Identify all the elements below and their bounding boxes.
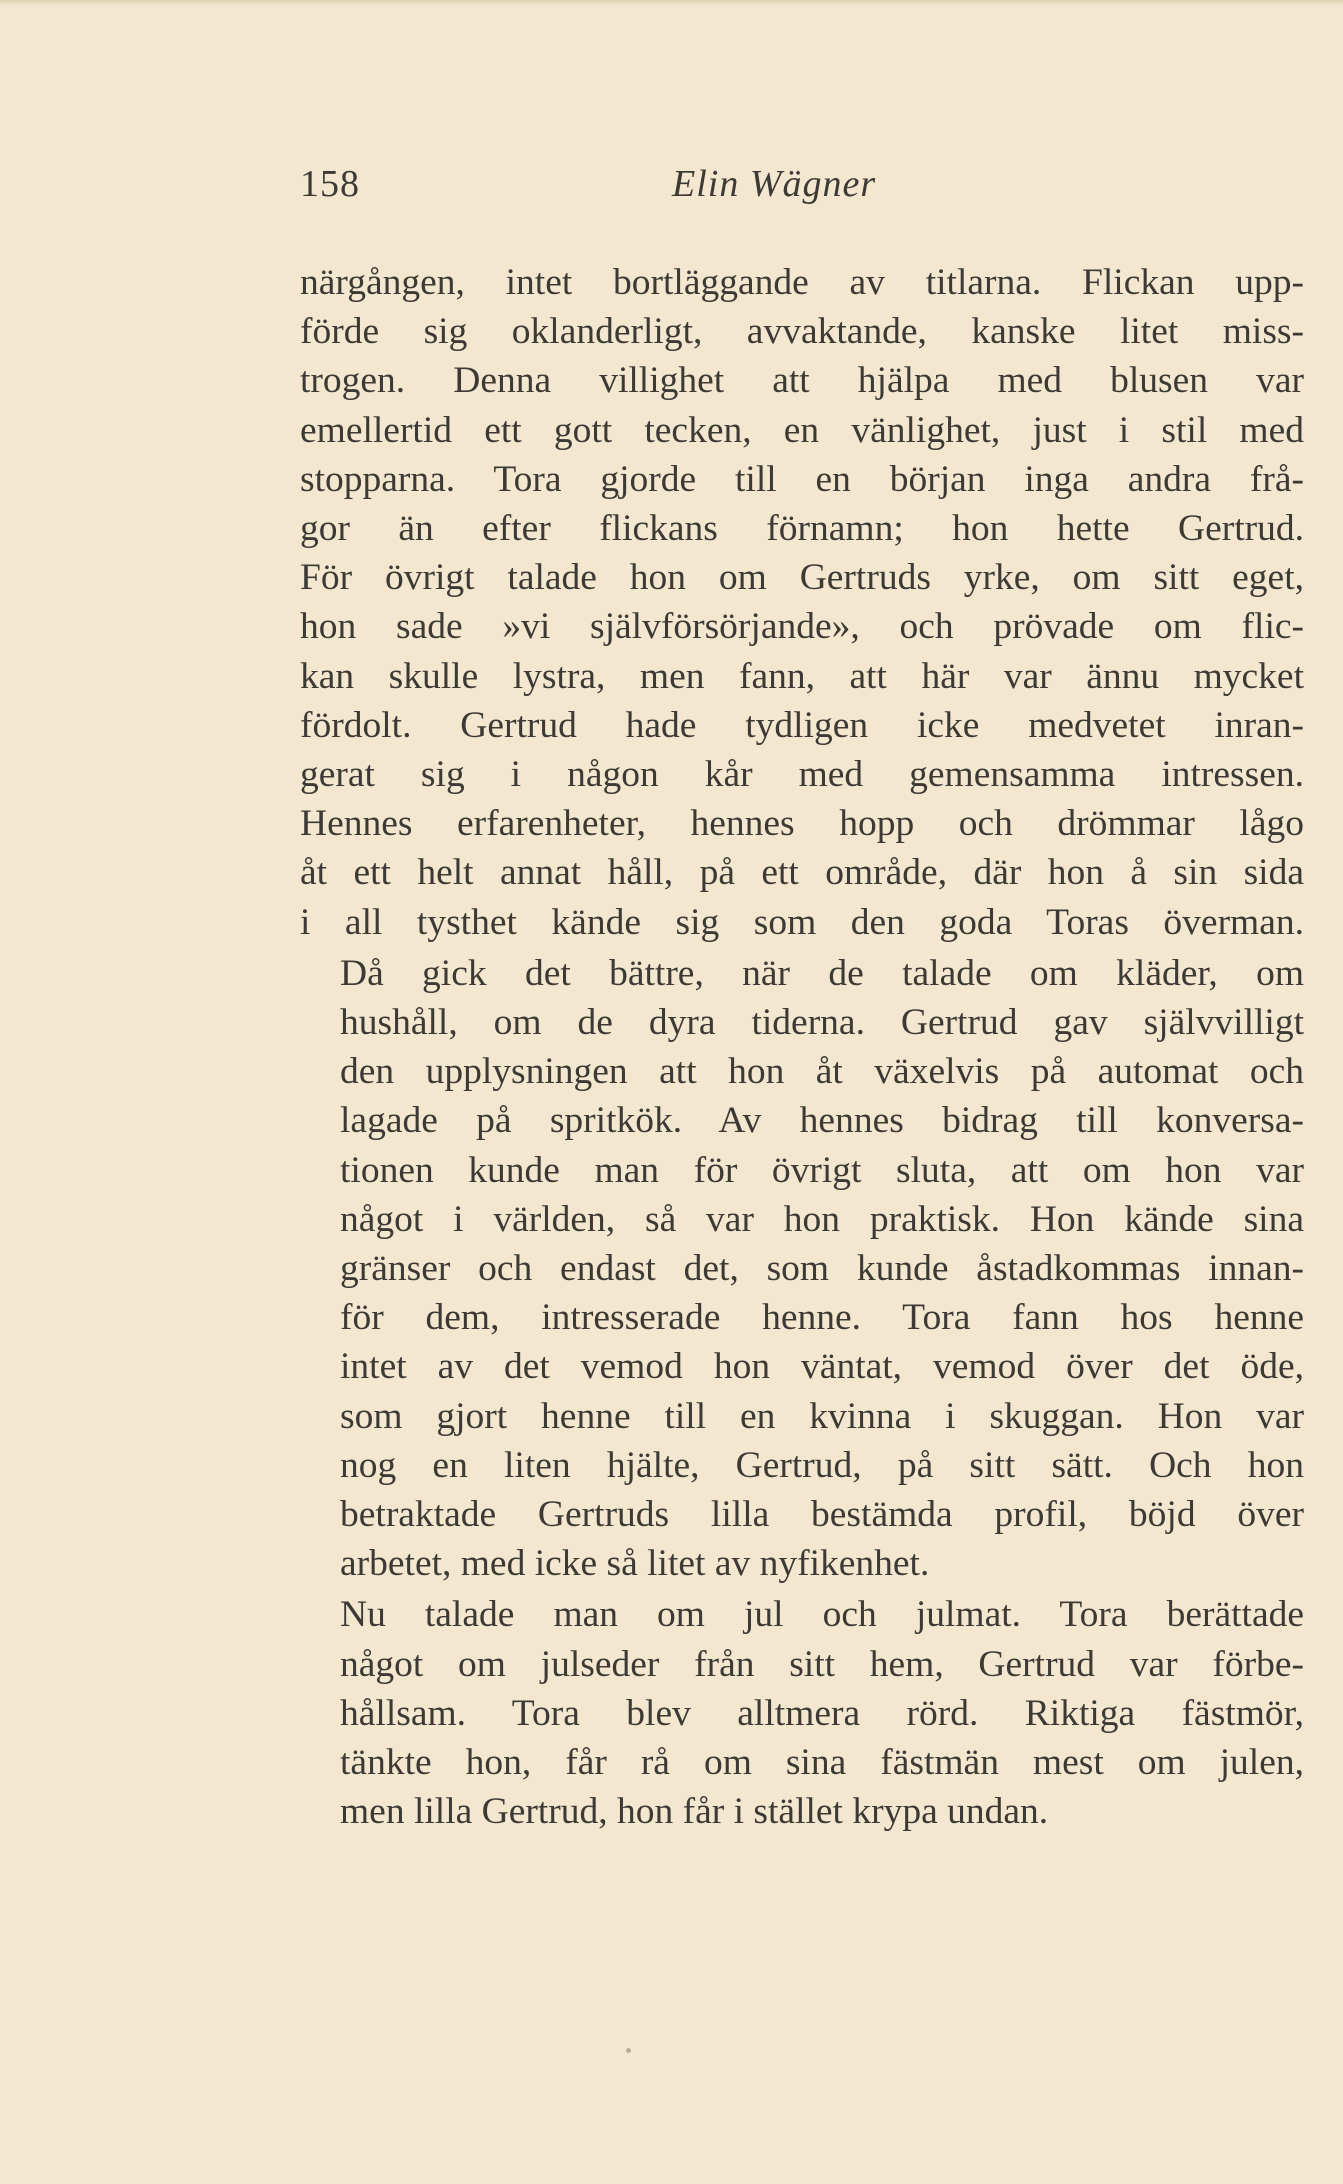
text-line: stopparna. Tora gjorde till en början inga andra frå- bbox=[300, 458, 1304, 500]
text-line: men lilla Gertrud, hon får i stället krypa undan. bbox=[340, 1791, 1049, 1833]
text-line: den upplysningen att hon åt växelvis på automat och bbox=[340, 1051, 1304, 1093]
text-line: Då gick det bättre, när de talade om kläder, om bbox=[340, 952, 1304, 994]
text-line: lagade på spritkök. Av hennes bidrag till konversa- bbox=[340, 1100, 1304, 1142]
text-line: arbetet, med icke så litet av nyfikenhet. bbox=[340, 1543, 930, 1585]
page-header bbox=[300, 162, 1304, 222]
text-line: betraktade Gertruds lilla bestämda profil, böjd över bbox=[340, 1494, 1304, 1536]
text-line: hon sade »vi självförsörjande», och prövade om flic- bbox=[300, 606, 1304, 648]
text-line: fördolt. Gertrud hade tydligen icke medvetet inran- bbox=[300, 704, 1304, 746]
paper-speck bbox=[626, 2048, 631, 2053]
text-line: Hennes erfarenheter, hennes hopp och drömmar lågo bbox=[300, 803, 1304, 845]
text-line: närgången, intet bortläggande av titlarna. Flickan upp- bbox=[300, 262, 1304, 303]
text-line: för dem, intresserade henne. Tora fann hos henne bbox=[340, 1297, 1304, 1339]
text-line: gerat sig i någon kår med gemensamma intressen. bbox=[300, 754, 1304, 796]
text-line: hushåll, om de dyra tiderna. Gertrud gav självvilligt bbox=[340, 1002, 1304, 1044]
paragraph bbox=[300, 1590, 1304, 1836]
text-line: intet av det vemod hon väntat, vemod över det öde, bbox=[340, 1346, 1304, 1388]
text-line: i all tysthet kände sig som den goda Toras överman. bbox=[300, 901, 1304, 943]
text-line: trogen. Denna villighet att hjälpa med blusen var bbox=[300, 360, 1304, 402]
running-head: Elin Wägner bbox=[672, 163, 877, 205]
text-line: något om julseder från sitt hem, Gertrud var förbe- bbox=[340, 1643, 1304, 1685]
text-line: Nu talade man om jul och julmat. Tora berättade bbox=[340, 1594, 1304, 1636]
text-line: För övrigt talade hon om Gertruds yrke, om sitt eget, bbox=[300, 557, 1304, 599]
text-line: gränser och endast det, som kunde åstadkommas innan- bbox=[340, 1248, 1304, 1290]
text-line: gor än efter flickans förnamn; hon hette Gertrud. bbox=[300, 508, 1304, 550]
body-text bbox=[300, 258, 1304, 1839]
text-line: som gjort henne till en kvinna i skuggan. Hon var bbox=[340, 1395, 1304, 1437]
paragraph bbox=[300, 949, 1304, 1589]
text-line: åt ett helt annat håll, på ett område, där hon å sin sida bbox=[300, 852, 1304, 894]
page-number: 158 bbox=[300, 163, 360, 205]
page-top-edge bbox=[0, 0, 1343, 6]
paragraph bbox=[300, 258, 1304, 947]
text-line: tänkte hon, får rå om sina fästmän mest om julen, bbox=[340, 1742, 1304, 1784]
text-line: emellertid ett gott tecken, en vänlighet, just i stil med bbox=[300, 409, 1304, 451]
text-line: hållsam. Tora blev alltmera rörd. Riktiga fästmör, bbox=[340, 1692, 1304, 1734]
text-line: tionen kunde man för övrigt sluta, att om hon var bbox=[340, 1149, 1304, 1191]
text-line: något i världen, så var hon praktisk. Hon kände sina bbox=[340, 1198, 1304, 1240]
text-line: nog en liten hjälte, Gertrud, på sitt sätt. Och hon bbox=[340, 1444, 1304, 1486]
text-line: kan skulle lystra, men fann, att här var ännu mycket bbox=[300, 655, 1304, 697]
text-line: förde sig oklanderligt, avvaktande, kanske litet miss- bbox=[300, 311, 1304, 353]
